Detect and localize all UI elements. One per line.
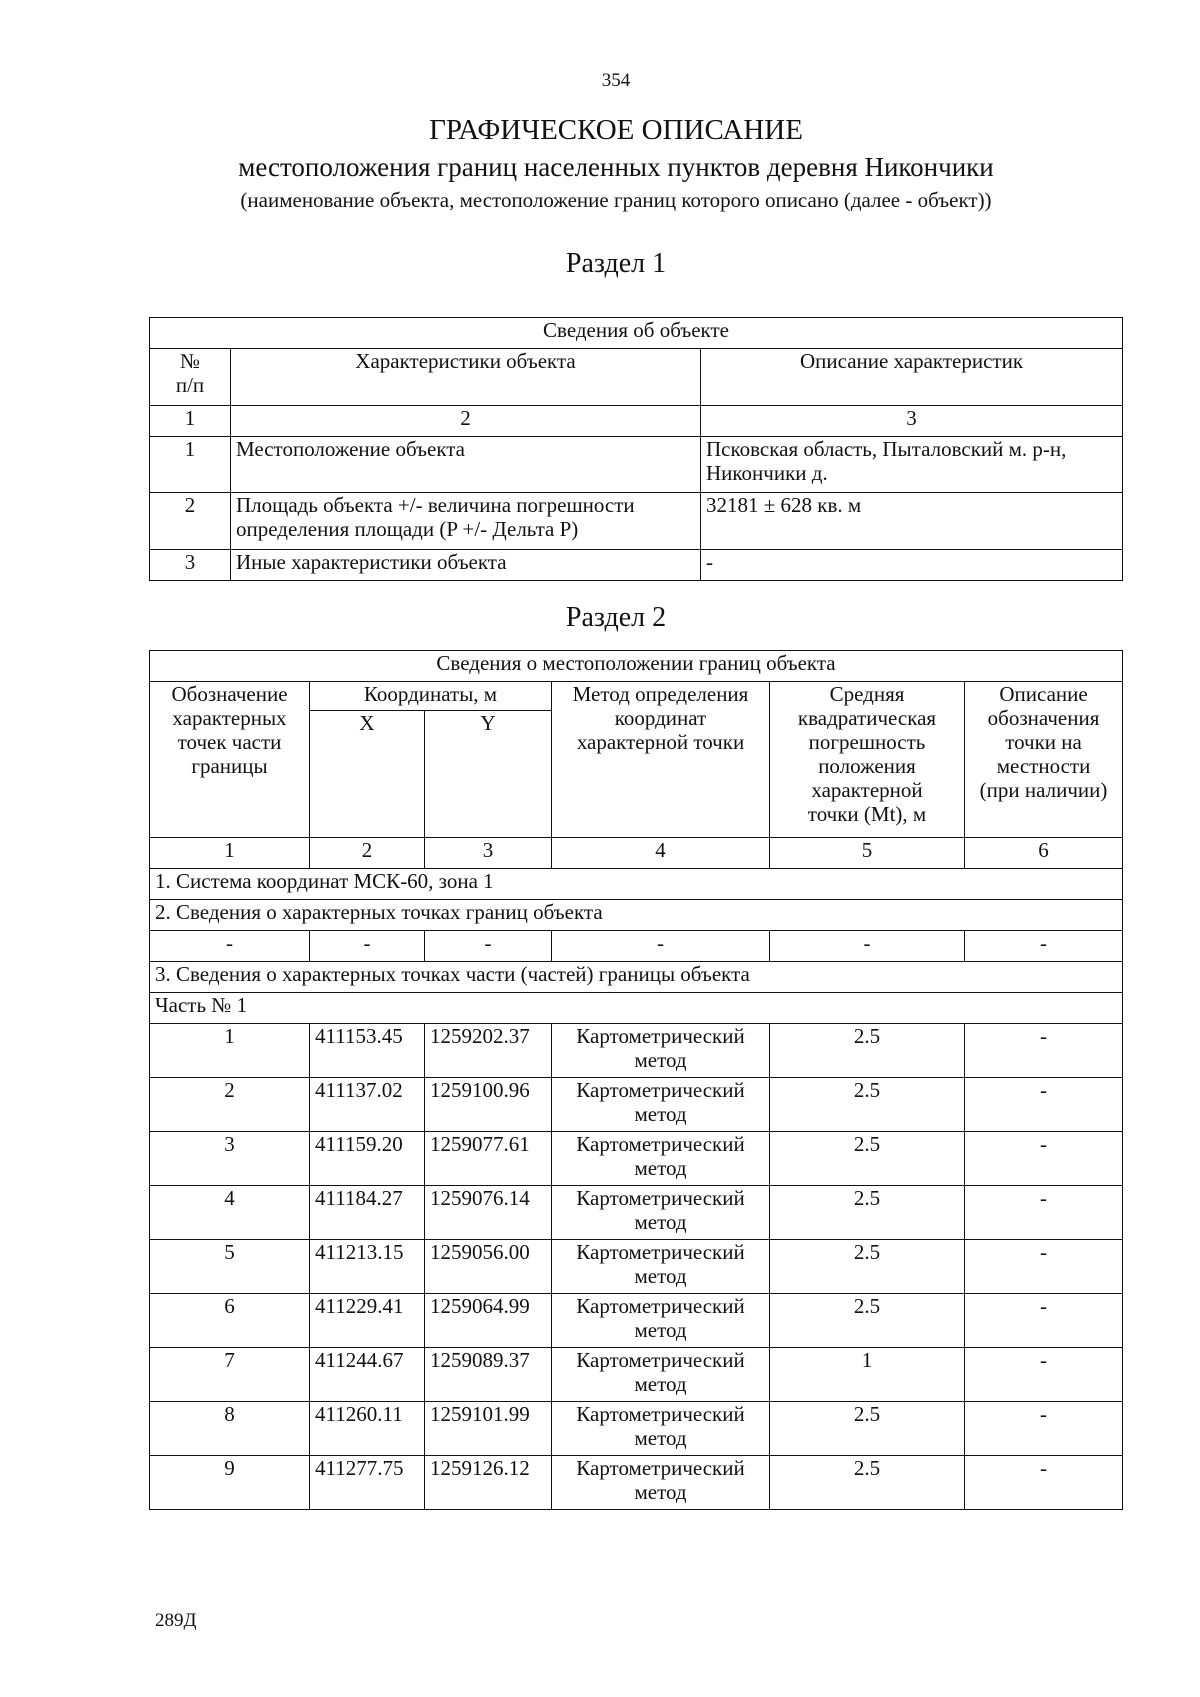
coord-y: 1259064.99 (425, 1294, 552, 1348)
row-description: Псковская область, Пыталовский м. р-н, Никончики д. (701, 437, 1123, 493)
header-no: № п/п (150, 349, 231, 406)
table-row (150, 1240, 1123, 1294)
point-description: - (965, 1240, 1123, 1294)
col-number: 1 (150, 838, 310, 869)
table-row (150, 493, 1123, 550)
row-description: - (701, 550, 1123, 581)
coord-x: 411213.15 (310, 1240, 425, 1294)
mt-error: 2.5 (770, 1078, 965, 1132)
col-number: 1 (150, 406, 231, 437)
coord-y: 1259077.61 (425, 1132, 552, 1186)
coord-y: 1259126.12 (425, 1456, 552, 1510)
coord-y: 1259202.37 (425, 1024, 552, 1078)
coord-y: 1259089.37 (425, 1348, 552, 1402)
mt-error: 2.5 (770, 1240, 965, 1294)
coord-x: 411159.20 (310, 1132, 425, 1186)
point-number: 1 (150, 1024, 310, 1078)
point-description: - (965, 1294, 1123, 1348)
empty-value: - (150, 931, 310, 962)
coord-x: 411244.67 (310, 1348, 425, 1402)
header-coords: Координаты, м (310, 682, 552, 711)
header-x: X (310, 711, 425, 838)
empty-value: - (310, 931, 425, 962)
coord-y: 1259076.14 (425, 1186, 552, 1240)
point-description: - (965, 1132, 1123, 1186)
point-description: - (965, 1402, 1123, 1456)
header-error: Средняя квадратическая погрешность положения характерной точки (Mt), м (770, 682, 965, 838)
mt-error: 2.5 (770, 1402, 965, 1456)
coord-x: 411277.75 (310, 1456, 425, 1510)
row-characteristic: Иные характеристики объекта (231, 550, 701, 581)
empty-value: - (965, 931, 1123, 962)
col-number: 3 (425, 838, 552, 869)
method: Картометрический метод (552, 1348, 770, 1402)
part-points-heading: 3. Сведения о характерных точках части (частей) границы объекта (150, 962, 1123, 993)
section2-heading: Раздел 2 (565, 602, 667, 633)
point-description: - (965, 1078, 1123, 1132)
table-row (150, 1294, 1123, 1348)
col-number: 6 (965, 838, 1123, 869)
boundary-points-table (149, 650, 1123, 1510)
point-description: - (965, 1024, 1123, 1078)
method: Картометрический метод (552, 1078, 770, 1132)
header-characteristic: Характеристики объекта (231, 349, 701, 406)
table-row (150, 550, 1123, 581)
point-number: 6 (150, 1294, 310, 1348)
empty-value: - (425, 931, 552, 962)
method: Картометрический метод (552, 1186, 770, 1240)
point-number: 4 (150, 1186, 310, 1240)
coord-x: 411184.27 (310, 1186, 425, 1240)
method: Картометрический метод (552, 1456, 770, 1510)
empty-value: - (552, 931, 770, 962)
boundary-caption: Сведения о местоположении границ объекта (150, 651, 1123, 682)
header-desc: Описание обозначения точки на местности (при наличии) (965, 682, 1123, 838)
row-no: 3 (150, 550, 231, 581)
table-row (150, 1402, 1123, 1456)
mt-error: 2.5 (770, 1294, 965, 1348)
point-description: - (965, 1456, 1123, 1510)
mt-error: 2.5 (770, 1456, 965, 1510)
point-description: - (965, 1348, 1123, 1402)
coord-x: 411153.45 (310, 1024, 425, 1078)
point-number: 2 (150, 1078, 310, 1132)
col-number: 2 (310, 838, 425, 869)
point-number: 8 (150, 1402, 310, 1456)
table-row (150, 931, 1123, 962)
row-no: 2 (150, 493, 231, 550)
coord-x: 411260.11 (310, 1402, 425, 1456)
table-row (150, 1456, 1123, 1510)
method: Картометрический метод (552, 1024, 770, 1078)
mt-error: 2.5 (770, 1024, 965, 1078)
method: Картометрический метод (552, 1132, 770, 1186)
document-title: ГРАФИЧЕСКОЕ ОПИСАНИЕ (429, 114, 803, 146)
object-info-table (149, 317, 1123, 581)
row-characteristic: Площадь объекта +/- величина погрешности определения площади (P +/- Дельта P) (231, 493, 701, 550)
mt-error: 2.5 (770, 1186, 965, 1240)
coord-x: 411229.41 (310, 1294, 425, 1348)
table-row (150, 1078, 1123, 1132)
method: Картометрический метод (552, 1240, 770, 1294)
col-number: 2 (231, 406, 701, 437)
footer-code: 289Д (155, 1610, 197, 1631)
header-point: Обозначение характерных точек части границы (150, 682, 310, 838)
subtitle-note: (наименование объекта, местоположение границ которого описано (далее - объект)) (240, 188, 992, 212)
coord-y: 1259100.96 (425, 1078, 552, 1132)
table-row (150, 1024, 1123, 1078)
coord-y: 1259056.00 (425, 1240, 552, 1294)
col-number: 5 (770, 838, 965, 869)
method: Картометрический метод (552, 1294, 770, 1348)
point-number: 9 (150, 1456, 310, 1510)
section1-heading: Раздел 1 (565, 248, 667, 279)
mt-error: 1 (770, 1348, 965, 1402)
coordinate-system: 1. Система координат МСК-60, зона 1 (150, 869, 1123, 900)
header-description: Описание характеристик (701, 349, 1123, 406)
point-number: 3 (150, 1132, 310, 1186)
coord-y: 1259101.99 (425, 1402, 552, 1456)
row-characteristic: Местоположение объекта (231, 437, 701, 493)
header-method: Метод определения координат характерной точки (552, 682, 770, 838)
method: Картометрический метод (552, 1402, 770, 1456)
table-row (150, 437, 1123, 493)
row-description: 32181 ± 628 кв. м (701, 493, 1123, 550)
part-label: Часть № 1 (150, 993, 1123, 1024)
mt-error: 2.5 (770, 1132, 965, 1186)
col-number: 3 (701, 406, 1123, 437)
object-info-caption: Сведения об объекте (150, 318, 1123, 349)
document-subtitle: местоположения границ населенных пунктов деревня Никончики (238, 152, 994, 182)
col-number: 4 (552, 838, 770, 869)
row-no: 1 (150, 437, 231, 493)
point-number: 5 (150, 1240, 310, 1294)
coord-x: 411137.02 (310, 1078, 425, 1132)
object-points-heading: 2. Сведения о характерных точках границ объекта (150, 900, 1123, 931)
table-row (150, 1132, 1123, 1186)
page-number: 354 (601, 70, 631, 91)
header-y: Y (425, 711, 552, 838)
table-row (150, 1186, 1123, 1240)
point-description: - (965, 1186, 1123, 1240)
table-row (150, 1348, 1123, 1402)
point-number: 7 (150, 1348, 310, 1402)
empty-value: - (770, 931, 965, 962)
